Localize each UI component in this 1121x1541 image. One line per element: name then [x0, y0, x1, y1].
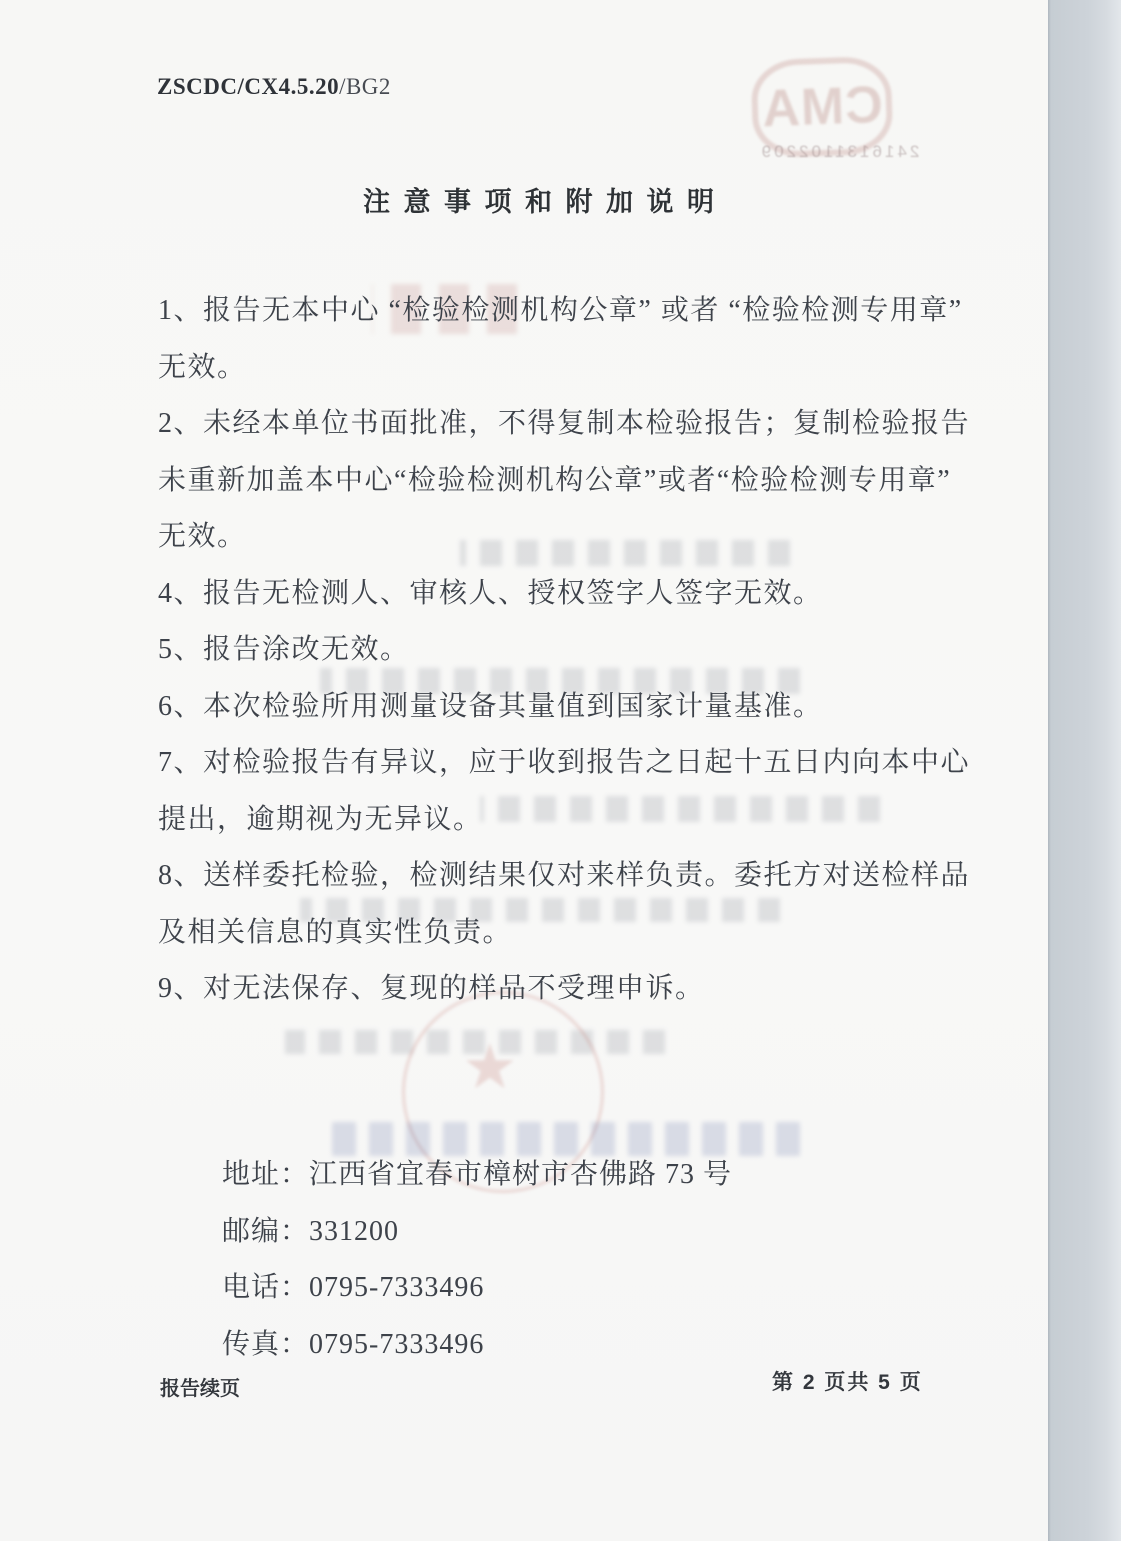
cma-serial-bleedthrough: 2416131102209 — [758, 142, 920, 161]
cma-mark-label: CMA — [760, 75, 884, 139]
note-item-1-line-1: 1、报告无本中心 “检验检测机构公章” 或者 “检验检测专用章” — [158, 295, 963, 326]
document-code-suffix: /BG2 — [339, 74, 391, 99]
note-item-5: 5、报告涂改无效。 — [158, 634, 410, 665]
document-code — [157, 74, 391, 100]
note-item-7-line-1: 7、对检验报告有异议，应于收到报告之日起十五日内向本中心 — [158, 747, 971, 778]
notes-list — [158, 283, 971, 1018]
footer-continuation-label: 报告续页 — [160, 1378, 240, 1400]
note-item-2-line-1: 2、未经本单位书面批准，不得复制本检验报告；复制检验报告 — [158, 408, 971, 439]
contact-block — [222, 1147, 732, 1373]
page-title: 注 意 事 项 和 附 加 说 明 — [362, 187, 717, 217]
document-code-main: ZSCDC/CX4.5.20 — [157, 74, 340, 99]
note-item-7-line-2: 提出，逾期视为无异议。 — [158, 803, 483, 835]
note-item-8-line-1: 8、送样委托检验，检测结果仅对来样负责。委托方对送检样品 — [158, 860, 971, 891]
note-item-1-line-2: 无效。 — [158, 351, 247, 383]
scan-edge-strip — [1048, 0, 1121, 1541]
note-item-6: 6、本次检验所用测量设备其量值到国家计量基准。 — [158, 690, 823, 722]
contact-address: 地址：江西省宜春市樟树市杏佛路 73 号 — [222, 1159, 733, 1190]
note-item-4: 4、报告无检测人、审核人、授权签字人签字无效。 — [158, 577, 823, 609]
contact-postcode: 邮编：331200 — [222, 1215, 400, 1247]
note-item-2-line-3: 无效。 — [158, 521, 247, 552]
contact-fax: 传真：0795-7333496 — [222, 1328, 485, 1360]
footer-page-number: 第 2 页共 5 页 — [772, 1371, 923, 1394]
contact-phone: 电话：0795-7333496 — [222, 1272, 485, 1303]
star-icon: ★ — [462, 1034, 518, 1102]
note-item-2-line-2: 未重新加盖本中心“检验检测机构公章”或者“检验检测专用章” — [158, 464, 952, 496]
note-item-8-line-2: 及相关信息的真实性负责。 — [158, 916, 513, 948]
note-item-9: 9、对无法保存、复现的样品不受理申诉。 — [158, 973, 705, 1004]
